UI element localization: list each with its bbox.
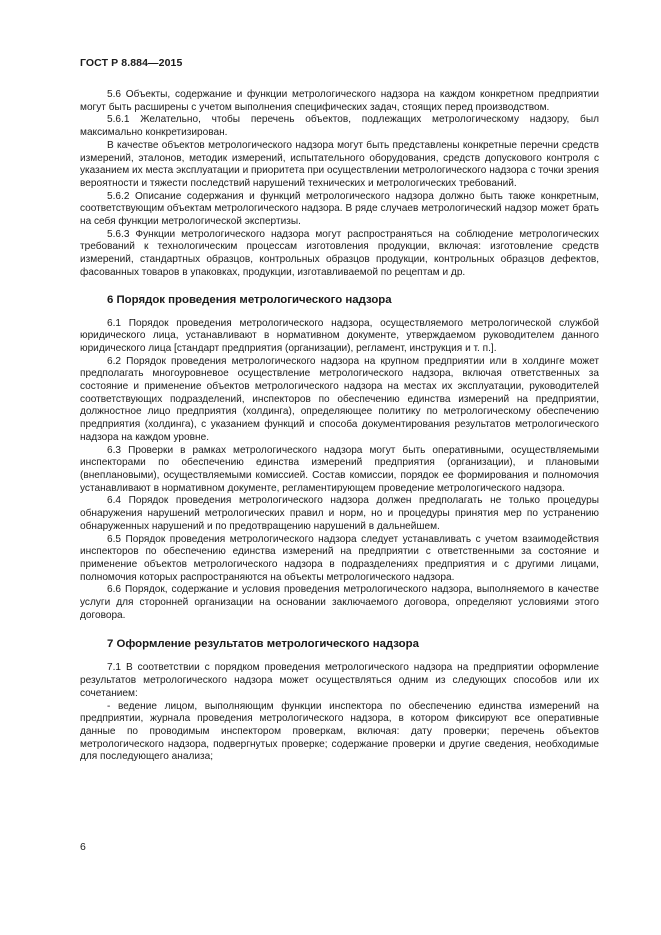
- standard-code: ГОСТ Р 8.884—2015: [80, 57, 183, 69]
- paragraph-6-4: 6.4 Порядок проведения метрологического надзора должен предполагать не только процедуры обнаружения нарушений метрологических правил и норм, но и процедуры принятия мер по устранению обнаруженных нарушений и по предотвращению нарушений в дальнейшем.: [80, 495, 599, 532]
- paragraph-5-6-1-objects: В качестве объектов метрологического надзора могут быть представлены конкретные перечни средств измерений, эталонов, методик измерений, испытательного оборудования, средств допускового контроля с указанием их места эксплуатации и приоритета при осуществлении метрологического надзора с точки зрения вероятности и тяжести последствий нарушений технических и метрологических требований.: [80, 139, 599, 189]
- paragraph-5-6: 5.6 Объекты, содержание и функции метрологического надзора на каждом конкретном предприятии могут быть расширены с учетом выполнения специфических задач, стоящих перед производством.: [80, 89, 599, 113]
- paragraph-6-2: 6.2 Порядок проведения метрологического надзора на крупном предприятии или в холдинге может предполагать многоуровневое осуществление метрологического надзора, включая ответственных за состояние и применение объектов метрологического надзора на местах их эксплуатации, руководителей соответствующих подразделений, инспекторов по обеспечению единства измерений на предприятии, должностное лицо предприятия (холдинга), определяющее политику по метрологическому обеспечению предприятия (холдинга), с указанием функций и способа документирования результатов метрологического надзора на каждом уровне.: [80, 355, 599, 443]
- page-number: 6: [80, 841, 86, 853]
- paragraph-7-1: 7.1 В соответствии с порядком проведения метрологического надзора на предприятии оформление результатов метрологического надзора может осуществляться одним из следующих способов или их сочетанием:: [80, 662, 599, 699]
- paragraph-7-1-list-item: - ведение лицом, выполняющим функции инспектора по обеспечению единства измерений на предприятии, журнала проведения метрологического надзора, в котором фиксируют все оперативные данные по проводимым инспектором проверкам, включая: дату проверки; перечень объектов метрологического надзора, подвергнутых проверке; содержание проверки и другие сведения, необходимые для последующего анализа;: [80, 700, 599, 763]
- paragraph-6-5: 6.5 Порядок проведения метрологического надзора следует устанавливать с учетом взаимодействия инспекторов по обеспечению единства измерений на предприятии с ответственными за состояние и применение объектов метрологического надзора в подразделениях предприятия и с другими лицами, полномочия которых распространяются на объекты метрологического надзора.: [80, 533, 599, 583]
- paragraph-6-3: 6.3 Проверки в рамках метрологического надзора могут быть оперативными, осуществляемыми инспекторами по обеспечению единства измерений предприятия (организации), и плановыми (внеплановыми), осуществляемыми комиссией. Состав комиссии, порядок ее формирования и полномочия устанавливают в нормативном документе, регламентирующем проведение метрологического надзора.: [80, 444, 599, 494]
- paragraph-6-1: 6.1 Порядок проведения метрологического надзора, осуществляемого метрологической службой юридического лица, устанавливают в нормативном документе, утверждаемом руководителем данного юридического лица [стандарт предприятия (организации), регламент, инструкция и т. п.].: [80, 317, 599, 354]
- section-6-heading: 6 Порядок проведения метрологического надзора: [107, 293, 392, 306]
- document-body: [80, 89, 599, 764]
- section-7-heading: 7 Оформление результатов метрологического надзора: [107, 638, 419, 651]
- paragraph-5-6-3: 5.6.3 Функции метрологического надзора могут распространяться на соблюдение метрологических требований к технологическим процессам изготовления продукции, включая: изготовление средств измерений, стандартных образцов, контрольных образцов продукции, контрольных образцов дефектов, фасованных товаров в упаковках, продукции, изготавливаемой по рецептам и др.: [80, 228, 599, 278]
- paragraph-5-6-2: 5.6.2 Описание содержания и функций метрологического надзора должно быть также конкретным, соответствующим объектам метрологического надзора. В ряде случаев метрологический надзор может брать на себя функции метрологической экспертизы.: [80, 190, 599, 228]
- paragraph-5-6-1: 5.6.1 Желательно, чтобы перечень объектов, подлежащих метрологическому надзору, был максимально конкретизирован.: [80, 114, 599, 139]
- paragraph-6-6: 6.6 Порядок, содержание и условия проведения метрологического надзора, выполняемого в качестве услуги для сторонней организации на основании заключаемого договора, определяют условиями этого договора.: [80, 584, 599, 621]
